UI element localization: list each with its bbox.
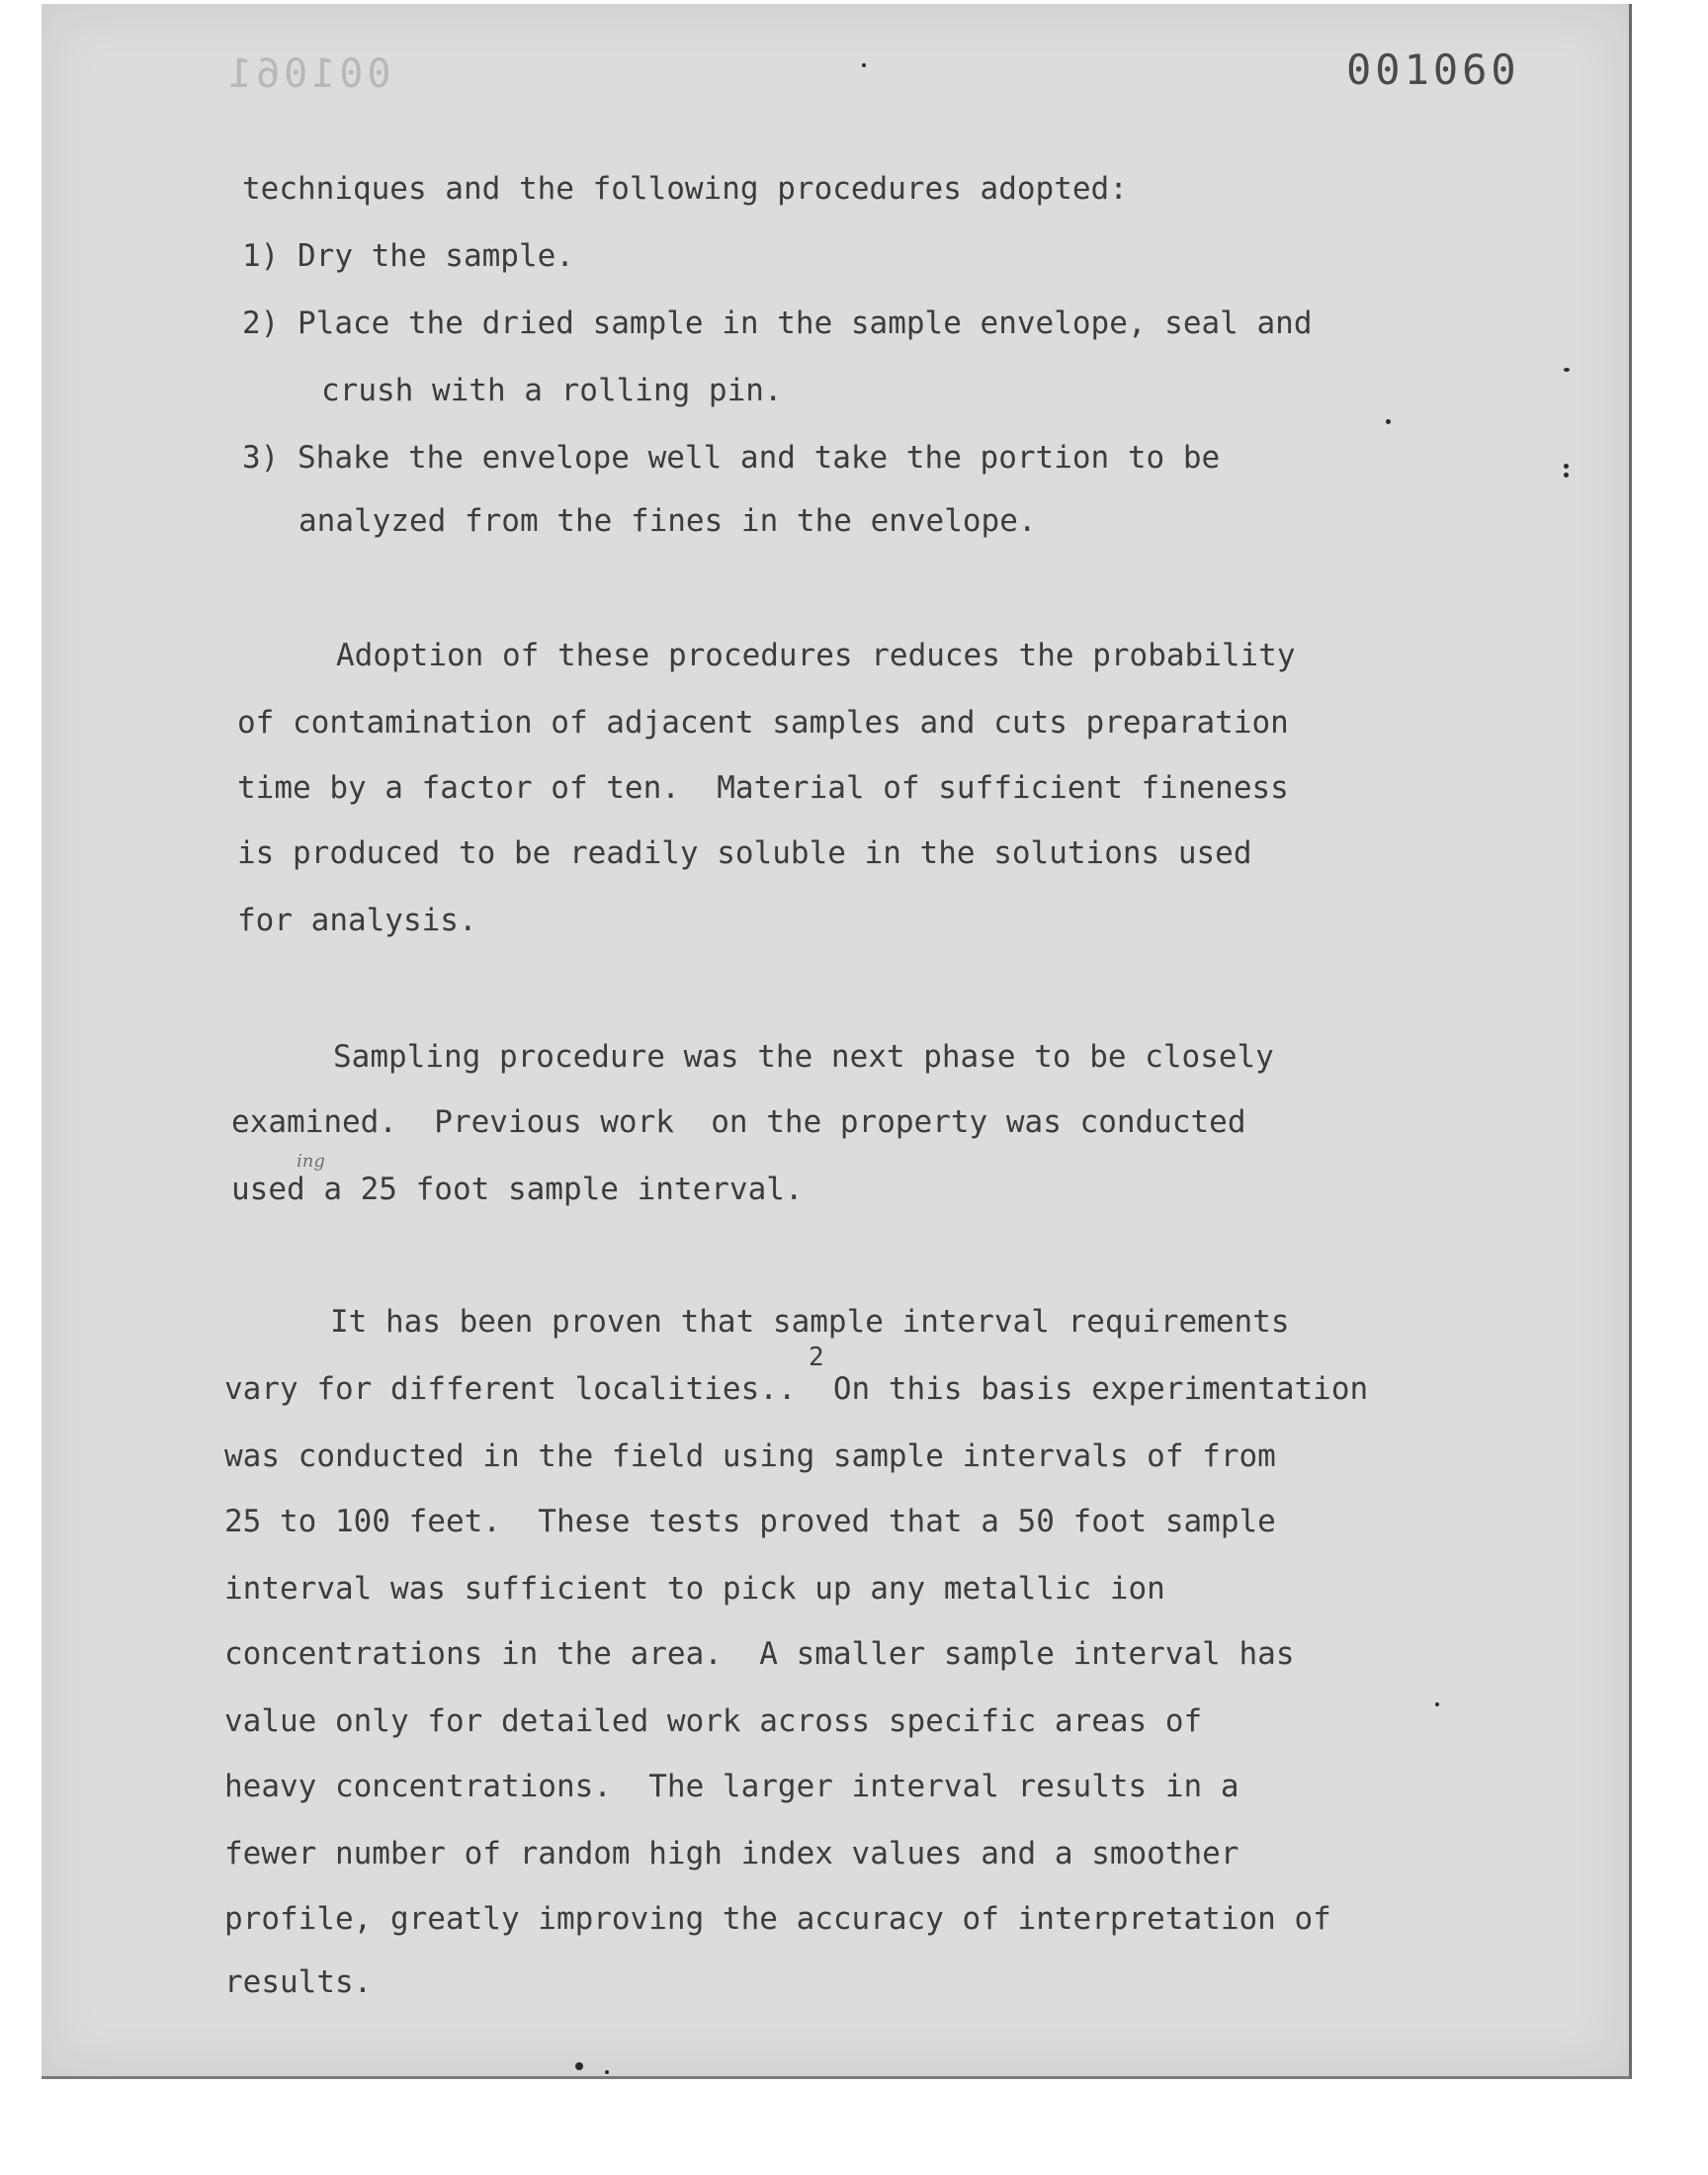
paragraph-3-line-1: It has been proven that sample interval requirements — [330, 1304, 1290, 1340]
procedure-1: 1) Dry the sample. — [242, 238, 574, 274]
paragraph-3-line-9: fewer number of random high index values and a smoother — [224, 1836, 1239, 1871]
paragraph-2-line-1: Sampling procedure was the next phase to be closely — [333, 1039, 1274, 1075]
paragraph-1-line-2: of contamination of adjacent samples and cuts preparation — [237, 705, 1289, 740]
paragraph-3-line-10: profile, greatly improving the accuracy of interpretation of — [224, 1901, 1331, 1937]
ink-speck — [605, 2070, 609, 2074]
page-number: 001060 — [1346, 45, 1520, 94]
paragraph-2-line-3: used a 25 foot sample interval. — [231, 1172, 804, 1207]
ink-speck — [1564, 464, 1569, 469]
footnote-ref: 2 — [809, 1343, 824, 1372]
ink-speck — [1435, 1702, 1439, 1706]
procedure-2-line-2: crush with a rolling pin. — [321, 373, 783, 408]
ink-speck — [575, 2062, 583, 2070]
paragraph-1-line-3: time by a factor of ten. Material of sufficient fineness — [237, 770, 1289, 806]
paragraph-3-line-7: value only for detailed work across specific areas of — [224, 1703, 1203, 1739]
paragraph-3-line-4: 25 to 100 feet. These tests proved that a 50 foot sample — [224, 1504, 1276, 1539]
paragraph-2-line-2: examined. Previous work on the property was conducted — [231, 1104, 1246, 1140]
paragraph-3-line-8: heavy concentrations. The larger interval results in a — [224, 1769, 1239, 1804]
ink-speck — [862, 63, 866, 67]
paragraph-3-line-5: interval was sufficient to pick up any metallic ion — [224, 1571, 1165, 1607]
ink-speck — [1564, 473, 1569, 478]
paragraph-1-line-4: is produced to be readily soluble in the solutions used — [237, 835, 1252, 871]
intro-line: techniques and the following procedures adopted: — [242, 171, 1128, 207]
ink-speck — [1564, 368, 1570, 372]
paragraph-3-line-6: concentrations in the area. A smaller sample interval has — [224, 1636, 1295, 1672]
procedure-3-line-1: 3) Shake the envelope well and take the portion to be — [242, 440, 1221, 476]
paragraph-3-line-11: results. — [224, 1964, 373, 2000]
bleed-through-number: 001061 — [224, 51, 391, 97]
paragraph-3-line-2: vary for different localities.. On this basis experimentation — [224, 1371, 1369, 1407]
document-page — [42, 4, 1632, 2079]
ink-speck — [1386, 419, 1391, 424]
paragraph-1-line-5: for analysis. — [237, 903, 477, 938]
handwritten-insert: ing — [297, 1151, 325, 1172]
procedure-3-line-2: analyzed from the fines in the envelope. — [299, 503, 1037, 539]
paragraph-3-line-3: was conducted in the field using sample intervals of from — [224, 1438, 1276, 1474]
procedure-2-line-1: 2) Place the dried sample in the sample envelope, seal and — [242, 305, 1313, 341]
paragraph-1-line-1: Adoption of these procedures reduces the probability — [336, 638, 1296, 673]
